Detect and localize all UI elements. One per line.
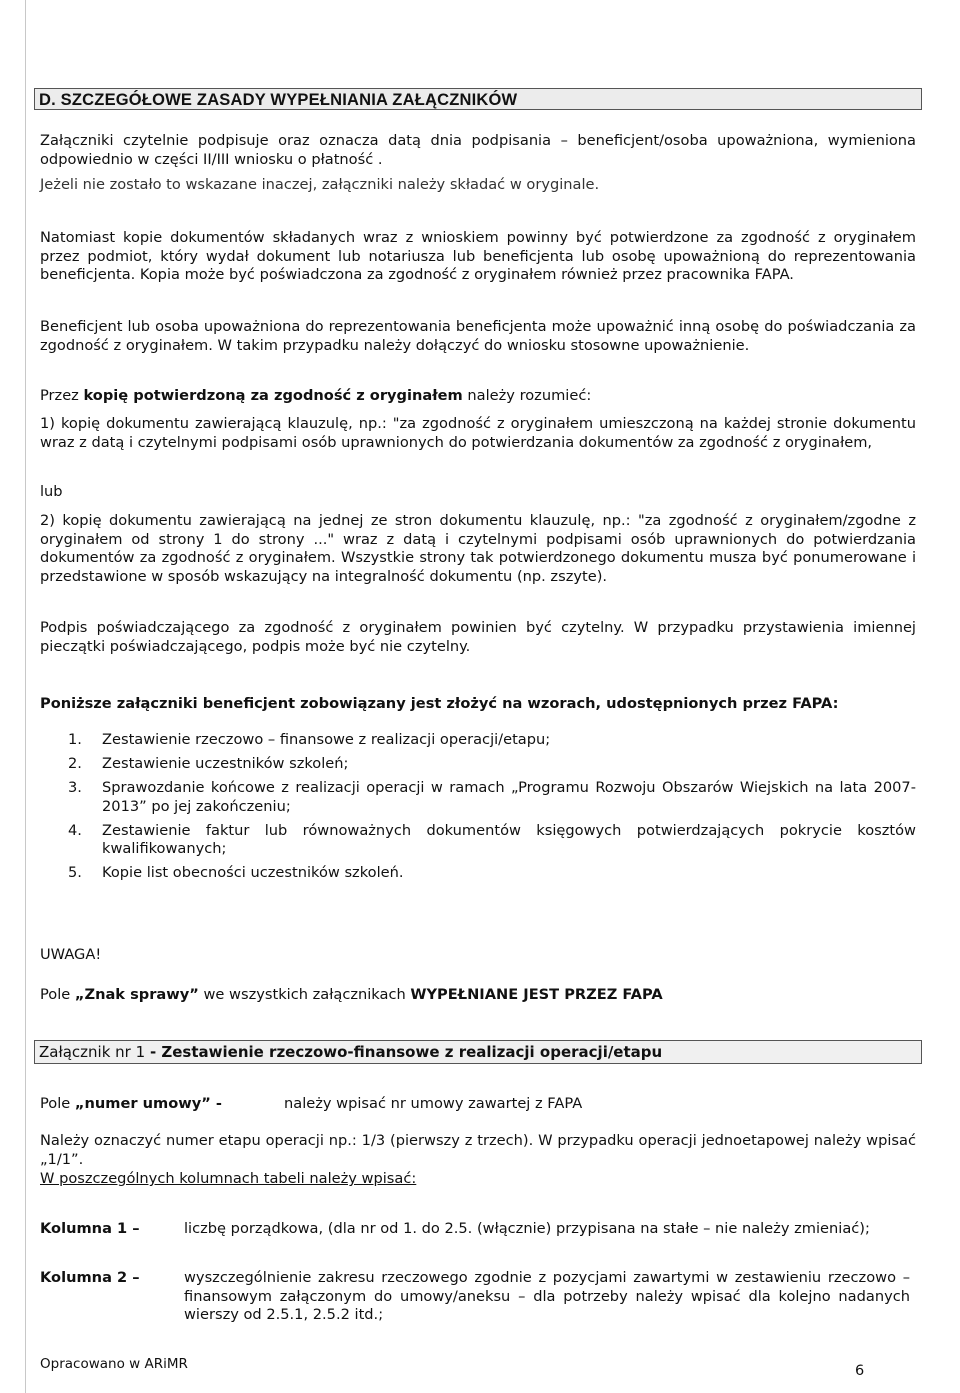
definition-post: należy rozumieć: [462, 387, 592, 404]
paragraph-option-1: 1) kopię dokumentu zawierającą klauzulę, np.: "za zgodność z oryginałem umieszczoną na każdej stronie dokumentu wraz z datą i czytelnymi podpisami osób uprawnionych do potwierdzania dokumentów za zgodność z oryginałem, [40, 415, 916, 451]
list-item: 1. Zestawienie rzeczowo – finansowe z realizacji operacji/etapu; [68, 731, 551, 748]
pole-numer-umowy-label: Pole „numer umowy” - [40, 1095, 222, 1112]
paragraph-authorization: Beneficjent lub osoba upoważniona do reprezentowania beneficjenta może upoważnić inną osobę do poświadczania za zgodność z oryginałem. W takim przypadku należy dołączyć do wniosku stosowne upoważnienie. [40, 318, 916, 354]
attachments-list [40, 731, 916, 888]
section-title: D. SZCZEGÓŁOWE ZASADY WYPEŁNIANIA ZAŁĄCZNIKÓW [34, 88, 922, 110]
paragraph-originals: Jeżeli nie zostało to wskazane inaczej, załączniki należy składać w oryginale. [40, 176, 600, 193]
page-edge-line [25, 0, 26, 1393]
paragraph-option-2: 2) kopię dokumentu zawierającą na jednej ze stron dokumentu klauzulę, np.: "za zgodność z oryginałem/zgodne z oryginałem od strony 1 do strony ..." wraz z datą i czytelnymi podpisami osób uprawnionych do potwierdzania dokumentów za zgodność z oryginałem. Wszystkie strony tak potwierdzonego dokumentu musza być ponumerowane i przedstawione w sposób wskazujący na integralność dokumentu (np. zszyte). [40, 512, 916, 585]
paragraph-copies: Natomiast kopie dokumentów składanych wraz z wnioskiem powinny być potwierdzone za zgodność z oryginałem przez podmiot, który wydał dokument lub notariusza lub beneficjenta lub osobę upoważnioną do reprezentowania beneficjenta. Kopia może być poświadczona za zgodność z oryginałem również przez pracownika FAPA. [40, 229, 916, 283]
znak-sprawy-note: Pole „Znak sprawy” we wszystkich załącznikach WYPEŁNIANE JEST PRZEZ FAPA [40, 986, 663, 1003]
list-item: 3. Sprawozdanie końcowe z realizacji operacji w ramach „Programu Rozwoju Obszarów Wiejskich na lata 2007-2013” po jej zakończeniu; [68, 779, 916, 815]
attachments-heading: Poniższe załączniki beneficjent zobowiązany jest złożyć na wzorach, udostępnionych przez FAPA: [40, 695, 839, 712]
kolumna-1-label: Kolumna 1 – [40, 1220, 140, 1237]
attachment-1-header: Załącznik nr 1 - Zestawienie rzeczowo-finansowe z realizacji operacji/etapu [34, 1040, 922, 1064]
footer-source: Opracowano w ARiMR [40, 1356, 188, 1372]
definition-pre: Przez [40, 387, 84, 404]
kolumna-1-text: liczbę porządkowa, (dla nr od 1. do 2.5. (włącznie) przypisana na stałe – nie należy zmieniać); [184, 1220, 870, 1237]
kolumna-2-text: wyszczególnienie zakresu rzeczowego zgodnie z pozycjami zawartymi w zestawieniu rzeczowo – finansowym załączonym do umowy/aneksu – dla potrzeby należy wpisać dla kolejno nadanych wierszy od 2.5.1, 2.5.2 itd.; [184, 1269, 910, 1323]
kolumny-heading: W poszczególnych kolumnach tabeli należy wpisać: [40, 1170, 417, 1187]
etap-paragraph: Należy oznaczyć numer etapu operacji np.: 1/3 (pierwszy z trzech). W przypadku operacji jednoetapowej należy wpisać „1/1”. [40, 1132, 916, 1168]
paragraph-signature: Podpis poświadczającego za zgodność z oryginałem powinien być czytelny. W przypadku przystawienia imiennej pieczątki poświadczającego, podpis może być nie czytelny. [40, 619, 916, 655]
paragraph-signing: Załączniki czytelnie podpisuje oraz oznacza datą dnia podpisania – beneficjent/osoba upoważniona, wymieniona odpowiednio w części II/III wniosku o płatność . [40, 132, 916, 168]
pole-numer-umowy-text: należy wpisać nr umowy zawartej z FAPA [284, 1095, 583, 1112]
uwaga-label: UWAGA! [40, 946, 102, 963]
list-item: 5. Kopie list obecności uczestników szkoleń. [68, 864, 404, 881]
paragraph-or: lub [40, 483, 63, 500]
list-item: 4. Zestawienie faktur lub równoważnych dokumentów księgowych potwierdzających pokrycie kosztów kwalifikowanych; [68, 821, 916, 857]
page-number: 6 [855, 1363, 865, 1379]
definition-term: kopię potwierdzoną za zgodność z oryginałem [83, 387, 463, 404]
kolumna-2-label: Kolumna 2 – [40, 1269, 140, 1286]
paragraph-definition [40, 387, 916, 406]
list-item: 2. Zestawienie uczestników szkoleń; [68, 755, 349, 772]
